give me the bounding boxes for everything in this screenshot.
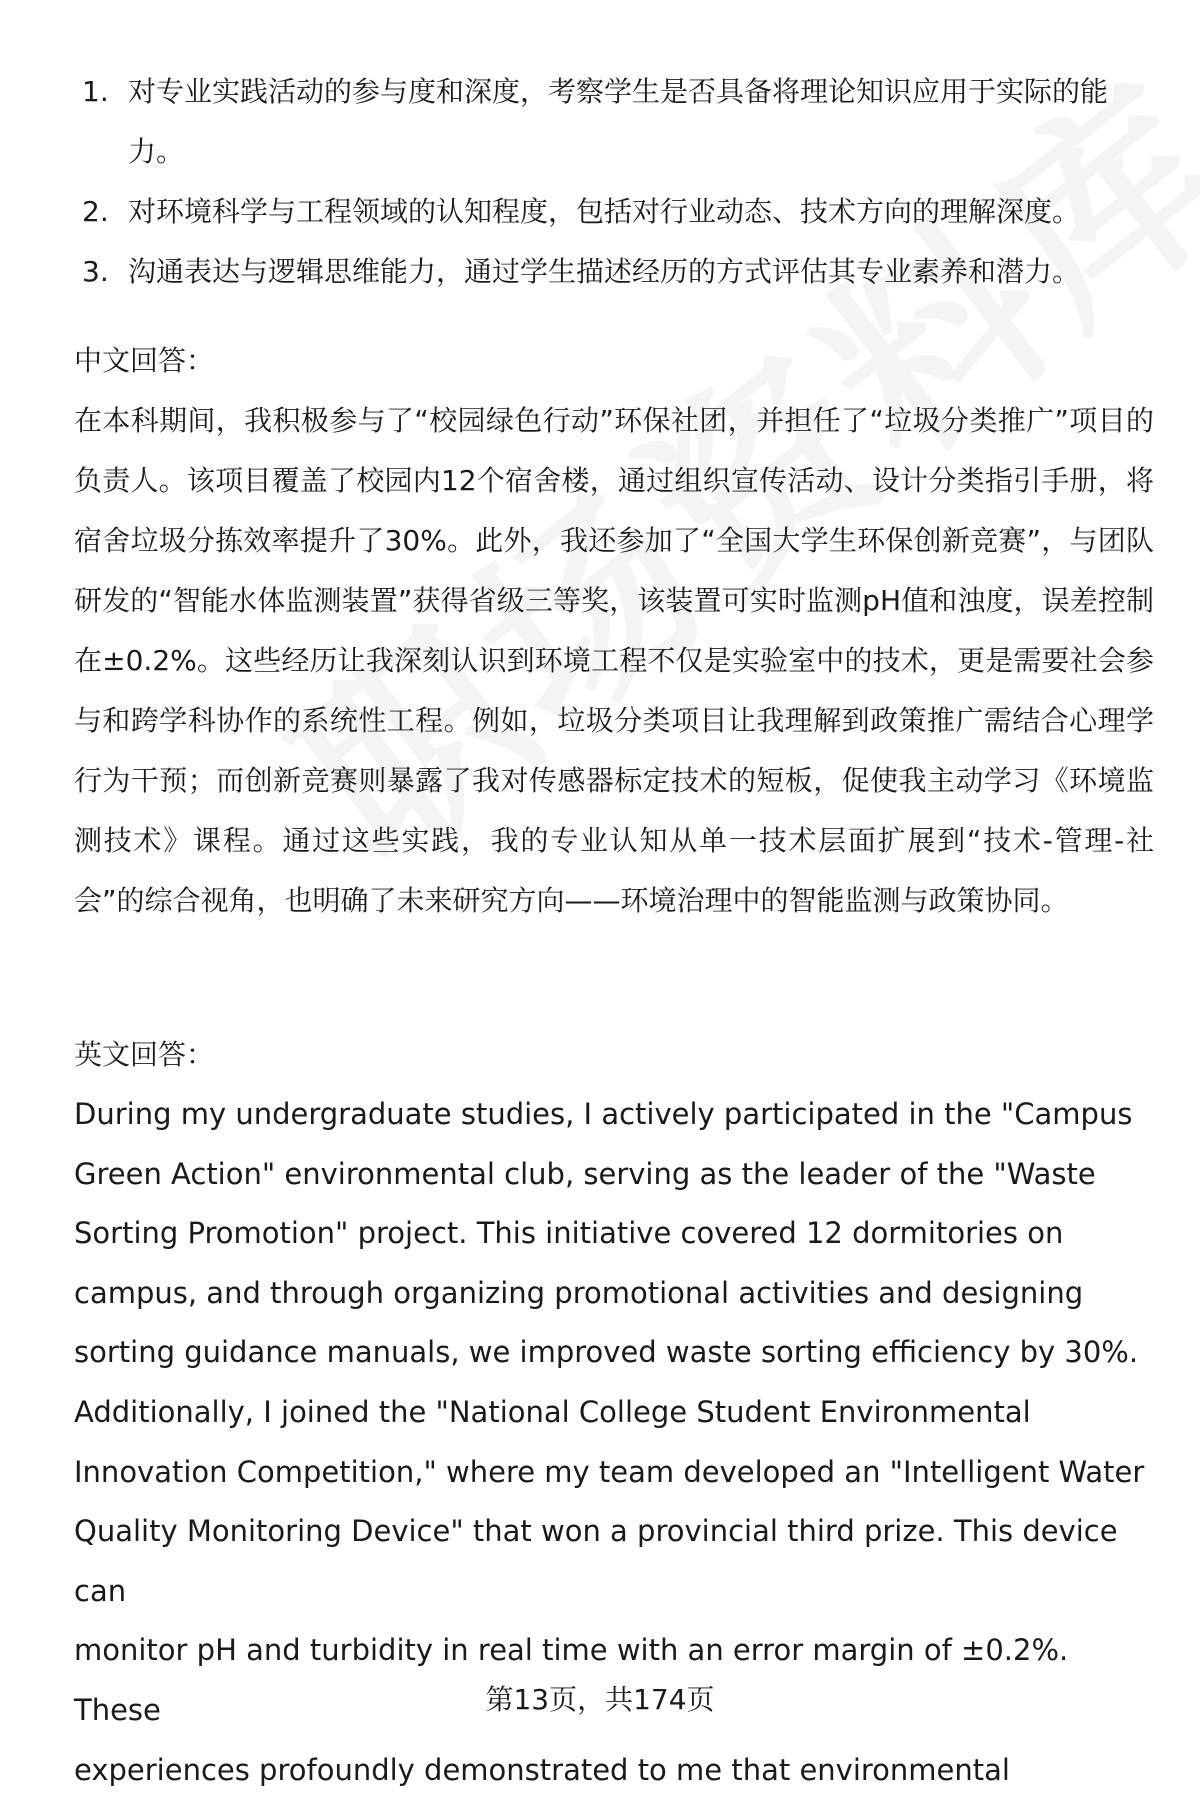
english-answer-line: experiences profoundly demonstrated to me that environmental <box>74 1752 1010 1787</box>
criteria-number: 2. <box>82 195 109 228</box>
english-answer-line: Quality Monitoring Device" that won a provincial third prize. This device can <box>74 1514 1118 1608</box>
english-answer-line: Innovation Competition," where my team developed an "Intelligent Water <box>74 1454 1145 1489</box>
criteria-number: 1. <box>82 75 109 108</box>
criteria-item <box>70 182 1150 242</box>
criteria-number: 3. <box>82 255 109 288</box>
criteria-item <box>70 62 1150 182</box>
chinese-answer-body: 在本科期间，我积极参与了“校园绿色行动”环保社团，并担任了“垃圾分类推广”项目的负责人。该项目覆盖了校园内12个宿舍楼，通过组织宣传活动、设计分类指引手册，将宿舍垃圾分拣效率提升了30%。此外，我还参加了“全国大学生环保创新竞赛”，与团队研发的“智能水体监测装置”获得省级三等奖，该装置可实时监测pH值和浊度，误差控制在±0.2%。这些经历让我深刻认识到环境工程不仅是实验室中的技术，更是需要社会参与和跨学科协作的系统性工程。例如，垃圾分类项目让我理解到政策推广需结合心理学行为干预；而创新竞赛则暴露了我对传感器标定技术的短板，促使我主动学习《环境监测技术》课程。通过这些实践，我的专业认知从单一技术层面扩展到“技术-管理-社会”的综合视角，也明确了未来研究方向——环境治理中的智能监测与政策协同。 <box>74 404 1154 917</box>
page-number-footer: 第13页，共174页 <box>485 1683 715 1716</box>
criteria-text: 对专业实践活动的参与度和深度，考察学生是否具备将理论知识应用于实际的能力。 <box>128 75 1109 168</box>
chinese-answer-section <box>74 331 1154 931</box>
chinese-answer-heading: 中文回答： <box>74 344 215 377</box>
criteria-item <box>70 242 1150 302</box>
english-answer-line: During my undergraduate studies, I actively participated in the "Campus <box>74 1097 1133 1131</box>
english-answer-heading: 英文回答： <box>74 1038 215 1071</box>
english-answer-line: Additionally, I joined the "National College Student Environmental <box>74 1394 1031 1429</box>
criteria-text: 沟通表达与逻辑思维能力，通过学生描述经历的方式评估其专业素养和潜力。 <box>128 255 1081 288</box>
english-answer-line: campus, and through organizing promotional activities and designing <box>74 1275 1084 1310</box>
english-answer-line: Sorting Promotion" project. This initiative covered 12 dormitories on <box>74 1216 1064 1251</box>
english-answer-line: Green Action" environmental club, serving as the leader of the "Waste <box>74 1156 1096 1191</box>
english-answer-line: sorting guidance manuals, we improved waste sorting efficiency by 30%. <box>74 1335 1139 1370</box>
evaluation-criteria-list <box>70 62 1150 302</box>
criteria-text: 对环境科学与工程领域的认知程度，包括对行业动态、技术方向的理解深度。 <box>128 195 1081 228</box>
english-answer-line: monitor pH and turbidity in real time with an error margin of ±0.2%. These <box>74 1633 1069 1727</box>
